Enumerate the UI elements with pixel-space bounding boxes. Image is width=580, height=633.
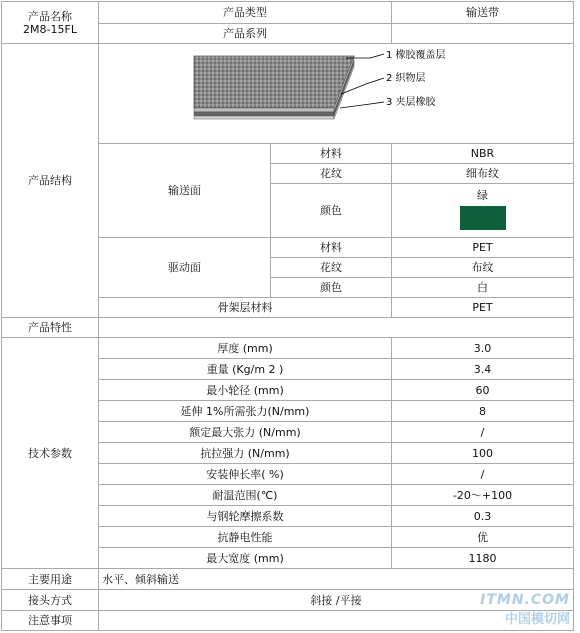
characteristics-value [99, 318, 574, 338]
watermark-line-1: ITMN.COM [480, 592, 570, 608]
drive-material-value: PET [392, 238, 574, 258]
param-row [2, 338, 574, 359]
param-name: 额定最大张力 (N/mm) [99, 422, 392, 443]
belt-fabric-layer [194, 112, 334, 116]
product-name-value: 2M8-15FL [23, 22, 77, 36]
param-name: 安装伸长率( %) [99, 464, 392, 485]
conveying-pattern-value: 细布纹 [392, 164, 574, 184]
param-value: 3.0 [392, 338, 574, 359]
param-value: / [392, 464, 574, 485]
param-name: 重量 (Kg/m 2 ) [99, 359, 392, 380]
notes-row [2, 611, 574, 631]
product-type-label: 产品类型 [99, 2, 392, 24]
skeleton-value: PET [392, 298, 574, 318]
product-name-label: 产品名称 [28, 9, 72, 23]
layer-label-2: 2 织物层 [386, 72, 426, 84]
tech-params-label: 技术参数 [2, 338, 99, 569]
param-name: 耐温范围(℃) [99, 485, 392, 506]
drive-material-label: 材料 [271, 238, 392, 258]
param-value: 3.4 [392, 359, 574, 380]
layer-label-1: 1 橡胶覆盖层 [386, 49, 446, 61]
param-name: 延伸 1%所需张力(N/mm) [99, 401, 392, 422]
belt-interlayer [194, 116, 334, 119]
usage-value: 水平、倾斜输送 [99, 569, 574, 590]
usage-label: 主要用途 [2, 569, 99, 590]
conveying-color-cell [392, 184, 574, 238]
layer-label-3: 3 夹层橡胶 [386, 96, 436, 108]
conveying-pattern-label: 花纹 [271, 164, 392, 184]
drive-color-label: 颜色 [271, 278, 392, 298]
param-value: 60 [392, 380, 574, 401]
characteristics-label: 产品特性 [2, 318, 99, 338]
param-value: 0.3 [392, 506, 574, 527]
characteristics-row [2, 318, 574, 338]
watermark-line-2: 中国模切网 [504, 612, 570, 627]
structure-diagram [99, 44, 574, 144]
product-series-label: 产品系列 [99, 24, 392, 44]
drive-pattern-value: 布纹 [392, 258, 574, 278]
belt-layer-diagram [186, 46, 486, 142]
param-name: 抗拉强力 (N/mm) [99, 443, 392, 464]
param-name: 与钢轮摩擦系数 [99, 506, 392, 527]
drive-pattern-label: 花纹 [271, 258, 392, 278]
joint-value: 斜接 /平接 [99, 590, 574, 611]
param-name: 最大宽度 (mm) [99, 548, 392, 569]
skeleton-label: 骨架层材料 [99, 298, 392, 318]
product-series-value [392, 24, 574, 44]
belt-top-surface [194, 56, 354, 108]
conveying-surface-label: 输送面 [99, 144, 271, 238]
product-name-cell [2, 2, 99, 44]
header-row [2, 2, 574, 24]
param-value: 8 [392, 401, 574, 422]
usage-row [2, 569, 574, 590]
joint-label: 接头方式 [2, 590, 99, 611]
param-value: 优 [392, 527, 574, 548]
joint-row [2, 590, 574, 611]
drive-surface-label: 驱动面 [99, 238, 271, 298]
notes-label: 注意事项 [2, 611, 99, 631]
structure-row [2, 44, 574, 144]
belt-cover-layer [194, 108, 334, 112]
param-value: / [392, 422, 574, 443]
param-name: 厚度 (mm) [99, 338, 392, 359]
conveying-material-value: NBR [392, 144, 574, 164]
param-value: -20～+100 [392, 485, 574, 506]
notes-value [99, 611, 574, 631]
conveying-color-label: 颜色 [271, 184, 392, 238]
drive-color-value: 白 [392, 278, 574, 298]
param-name: 抗静电性能 [99, 527, 392, 548]
param-name: 最小轮径 (mm) [99, 380, 392, 401]
product-type-value: 输送带 [392, 2, 574, 24]
param-value: 100 [392, 443, 574, 464]
param-value: 1180 [392, 548, 574, 569]
structure-label: 产品结构 [2, 44, 99, 318]
green-color-swatch [460, 206, 506, 230]
spec-table [1, 1, 574, 631]
conveying-material-label: 材料 [271, 144, 392, 164]
conveying-color-value: 绿 [477, 188, 488, 202]
